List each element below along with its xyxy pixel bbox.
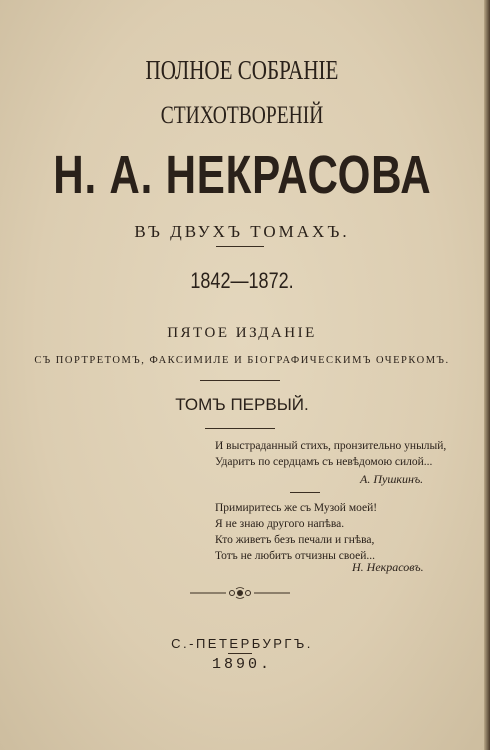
title-line-1: ПОЛНОЕ СОБРАНІЕ xyxy=(145,55,339,85)
ornament-icon xyxy=(190,586,290,600)
page-edge xyxy=(484,0,490,750)
epigraph-line: И выстраданный стихъ, пронзительно унылый, xyxy=(215,440,447,452)
title-line-2: СТИХОТВОРЕНІЙ xyxy=(160,102,324,129)
epigraph-1 xyxy=(215,438,446,470)
epigraph-line: Примиритесь же съ Музой моей! xyxy=(215,502,378,514)
volumes-note: ВЪ ДВУХЪ ТОМАХЪ. xyxy=(134,222,350,241)
epigraph-line: Ударитъ по сердцамъ съ невѣдомою силой... xyxy=(215,456,433,468)
epigraph-line: Кто живетъ безъ печали и гнѣва, xyxy=(215,534,375,546)
epigraph-line: Я не знаю другого напѣва. xyxy=(215,518,345,530)
epigraph-2-author: Н. Некрасовъ. xyxy=(352,560,424,574)
volume-label: ТОМЪ ПЕРВЫЙ. xyxy=(175,395,309,414)
imprint-city: С.-ПЕТЕРБУРГЪ. xyxy=(171,636,313,651)
epigraph-1-author: А. Пушкинъ. xyxy=(360,472,424,486)
divider xyxy=(205,428,275,429)
imprint-year: 1890. xyxy=(211,656,272,673)
divider xyxy=(216,246,264,247)
epigraph-line: Тотъ не любитъ отчизны своей... xyxy=(215,550,376,562)
divider xyxy=(290,492,320,493)
epigraph-2 xyxy=(215,500,377,564)
edition: ПЯТОЕ ИЗДАНІЕ xyxy=(167,325,317,341)
years: 1842—1872. xyxy=(190,268,294,293)
divider xyxy=(228,653,252,654)
author-name: Н. А. НЕКРАСОВА xyxy=(53,145,432,205)
divider xyxy=(200,380,280,381)
contents-note: СЪ ПОРТРЕТОМЪ, ФАКСИМИЛЕ И БІОГРАФИЧЕСКИМЪ ОЧЕРКОМЪ. xyxy=(34,355,450,366)
